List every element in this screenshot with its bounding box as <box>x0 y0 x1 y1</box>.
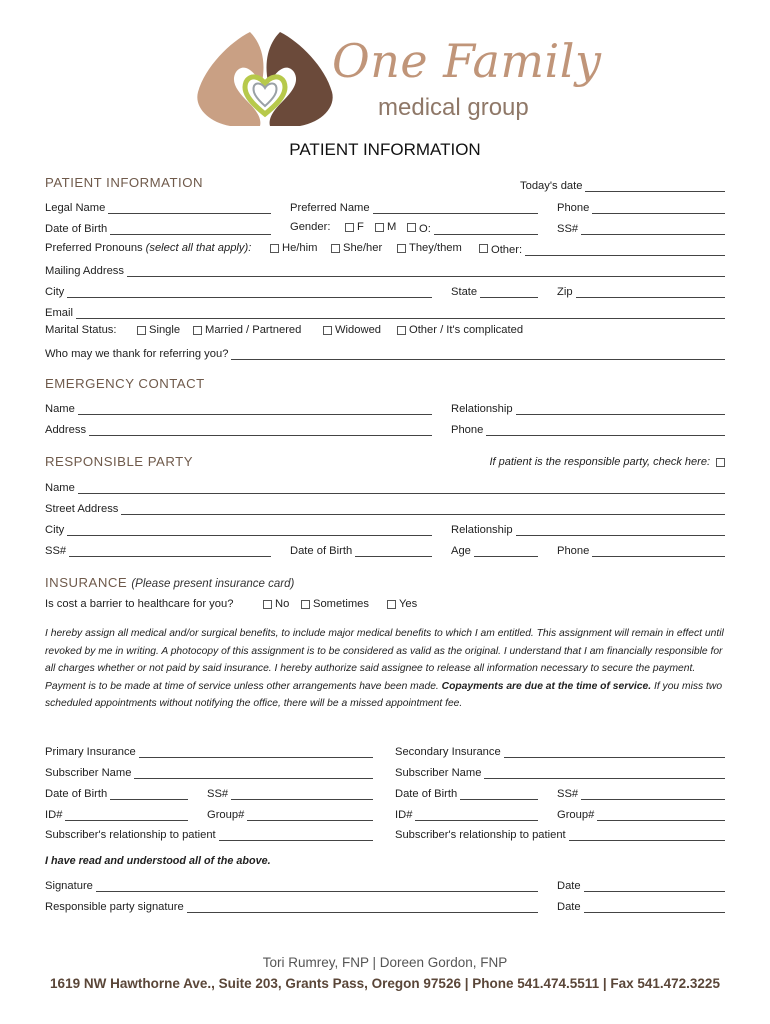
responsible-signature-field[interactable]: Responsible party signature <box>45 897 538 913</box>
preferred-name-field[interactable]: Preferred Name <box>290 198 538 214</box>
secondary-ss-field[interactable]: SS# <box>557 784 725 800</box>
todays-date-field[interactable]: Today's date <box>520 176 725 192</box>
footer-providers: Tori Rumrey, FNP | Doreen Gordon, FNP <box>262 955 508 970</box>
responsible-age-field[interactable]: Age <box>451 541 538 557</box>
barrier-yes-checkbox[interactable]: Yes <box>387 596 417 612</box>
secondary-insurance-field[interactable]: Secondary Insurance <box>395 742 725 758</box>
legal-name-field[interactable]: Legal Name <box>45 198 271 214</box>
signature-date-field[interactable]: Date <box>557 876 725 892</box>
brand-subtitle: medical group <box>378 94 529 121</box>
dob-field[interactable]: Date of Birth <box>45 219 271 235</box>
cost-barrier-label: Is cost a barrier to healthcare for you? <box>45 598 234 610</box>
responsible-signature-date-field[interactable]: Date <box>557 897 725 913</box>
emergency-address-field[interactable]: Address <box>45 420 432 436</box>
pronouns-label: Preferred Pronouns (select all that apply): <box>45 242 252 254</box>
emergency-name-field[interactable]: Name <box>45 399 432 415</box>
gender-other-field[interactable]: O: <box>407 219 538 235</box>
patient-ss-field[interactable]: SS# <box>557 219 725 235</box>
primary-relationship-field[interactable]: Subscriber's relationship to patient <box>45 825 373 841</box>
gender-label: Gender: <box>290 221 331 233</box>
primary-subscriber-field[interactable]: Subscriber Name <box>45 763 373 779</box>
assignment-paragraph: I hereby assign all medical and/or surgical benefits, to include major medical benefits to which I am entitled. This assignment will remain in effect until revoked by me in writing. A photocopy of this assignment is to be considered as valid as the original. I understand that I am financially responsible for all charges whether or not paid by said insurance. I hereby authorize said assignee to release all information necessary to secure the payment. Payment is to be made at time of service unless other arrangements have been made. Copayments are due at the time of service. If you miss two scheduled appointments without notifying the office, there will be a missed appointment fee. <box>45 628 724 709</box>
footer-address: 1619 NW Hawthorne Ave., Suite 203, Grants Pass, Oregon 97526 | Phone 541.474.5511 | Fax 541.472.3225 <box>50 976 720 991</box>
email-field[interactable]: Email <box>45 303 725 319</box>
primary-id-field[interactable]: ID# <box>45 805 188 821</box>
barrier-sometimes-checkbox[interactable]: Sometimes <box>301 596 369 612</box>
responsible-self-checkbox[interactable]: If patient is the responsible party, check here: <box>489 456 725 468</box>
copayment-notice: Copayments are due at the time of service. <box>441 680 652 692</box>
pronoun-he-checkbox[interactable]: He/him <box>270 240 317 256</box>
emergency-section-heading: EMERGENCY CONTACT <box>45 376 205 391</box>
primary-group-field[interactable]: Group# <box>207 805 373 821</box>
responsible-ss-field[interactable]: SS# <box>45 541 271 557</box>
signature-field[interactable]: Signature <box>45 876 538 892</box>
primary-ss-field[interactable]: SS# <box>207 784 373 800</box>
primary-insurance-field[interactable]: Primary Insurance <box>45 742 373 758</box>
secondary-id-field[interactable]: ID# <box>395 805 538 821</box>
marital-other-checkbox[interactable]: Other / It's complicated <box>397 322 523 338</box>
responsible-relationship-field[interactable]: Relationship <box>451 520 725 536</box>
zip-field[interactable]: Zip <box>557 282 725 298</box>
emergency-relationship-field[interactable]: Relationship <box>451 399 725 415</box>
referral-field[interactable]: Who may we thank for referring you? <box>45 344 725 360</box>
insurance-section-heading: INSURANCE (Please present insurance card) <box>45 575 295 590</box>
responsible-name-field[interactable]: Name <box>45 478 725 494</box>
marital-single-checkbox[interactable]: Single <box>137 322 180 338</box>
secondary-dob-field[interactable]: Date of Birth <box>395 784 538 800</box>
responsible-city-field[interactable]: City <box>45 520 432 536</box>
gender-m-checkbox[interactable]: M <box>375 219 396 235</box>
brand-name: One Family <box>332 34 602 88</box>
secondary-group-field[interactable]: Group# <box>557 805 725 821</box>
secondary-subscriber-field[interactable]: Subscriber Name <box>395 763 725 779</box>
state-field[interactable]: State <box>451 282 538 298</box>
header <box>190 22 602 134</box>
responsible-dob-field[interactable]: Date of Birth <box>290 541 432 557</box>
mailing-address-field[interactable]: Mailing Address <box>45 261 725 277</box>
responsible-street-field[interactable]: Street Address <box>45 499 725 515</box>
page-title: PATIENT INFORMATION <box>289 140 481 159</box>
barrier-no-checkbox[interactable]: No <box>263 596 289 612</box>
pronoun-they-checkbox[interactable]: They/them <box>397 240 462 256</box>
insurance-heading-note: (Please present insurance card) <box>131 578 295 590</box>
marital-married-checkbox[interactable]: Married / Partnered <box>193 322 301 338</box>
patient-phone-field[interactable]: Phone <box>557 198 725 214</box>
primary-dob-field[interactable]: Date of Birth <box>45 784 188 800</box>
patient-city-field[interactable]: City <box>45 282 432 298</box>
responsible-phone-field[interactable]: Phone <box>557 541 725 557</box>
marital-status-label: Marital Status: <box>45 324 117 336</box>
marital-widowed-checkbox[interactable]: Widowed <box>323 322 381 338</box>
responsible-section-heading: RESPONSIBLE PARTY <box>45 454 193 469</box>
emergency-phone-field[interactable]: Phone <box>451 420 725 436</box>
patient-section-heading: PATIENT INFORMATION <box>45 175 203 190</box>
pronoun-other-field[interactable]: Other: <box>479 240 725 256</box>
gender-f-checkbox[interactable]: F <box>345 219 364 235</box>
pronoun-she-checkbox[interactable]: She/her <box>331 240 382 256</box>
secondary-relationship-field[interactable]: Subscriber's relationship to patient <box>395 825 725 841</box>
acknowledgement-text: I have read and understood all of the above. <box>45 855 271 867</box>
hands-heart-logo-icon <box>190 22 340 130</box>
